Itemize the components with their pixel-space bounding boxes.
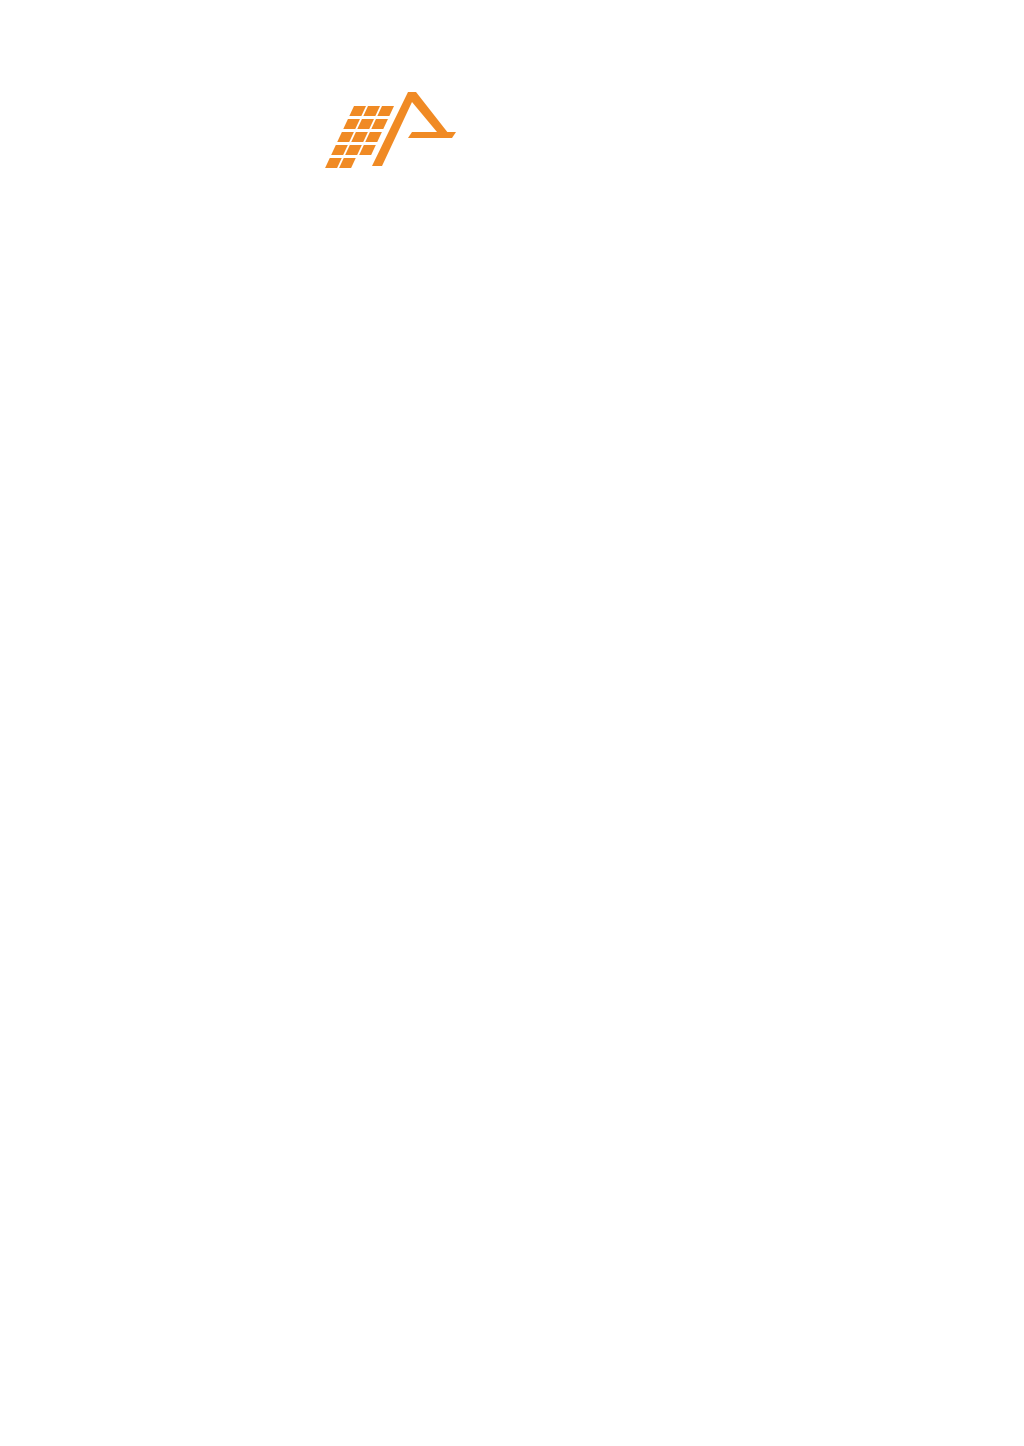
solar-panel-icon xyxy=(325,92,456,168)
document-body xyxy=(124,270,899,396)
ayka-solar-logo xyxy=(316,86,622,170)
ayka-solar-logo-graphic xyxy=(316,86,622,170)
